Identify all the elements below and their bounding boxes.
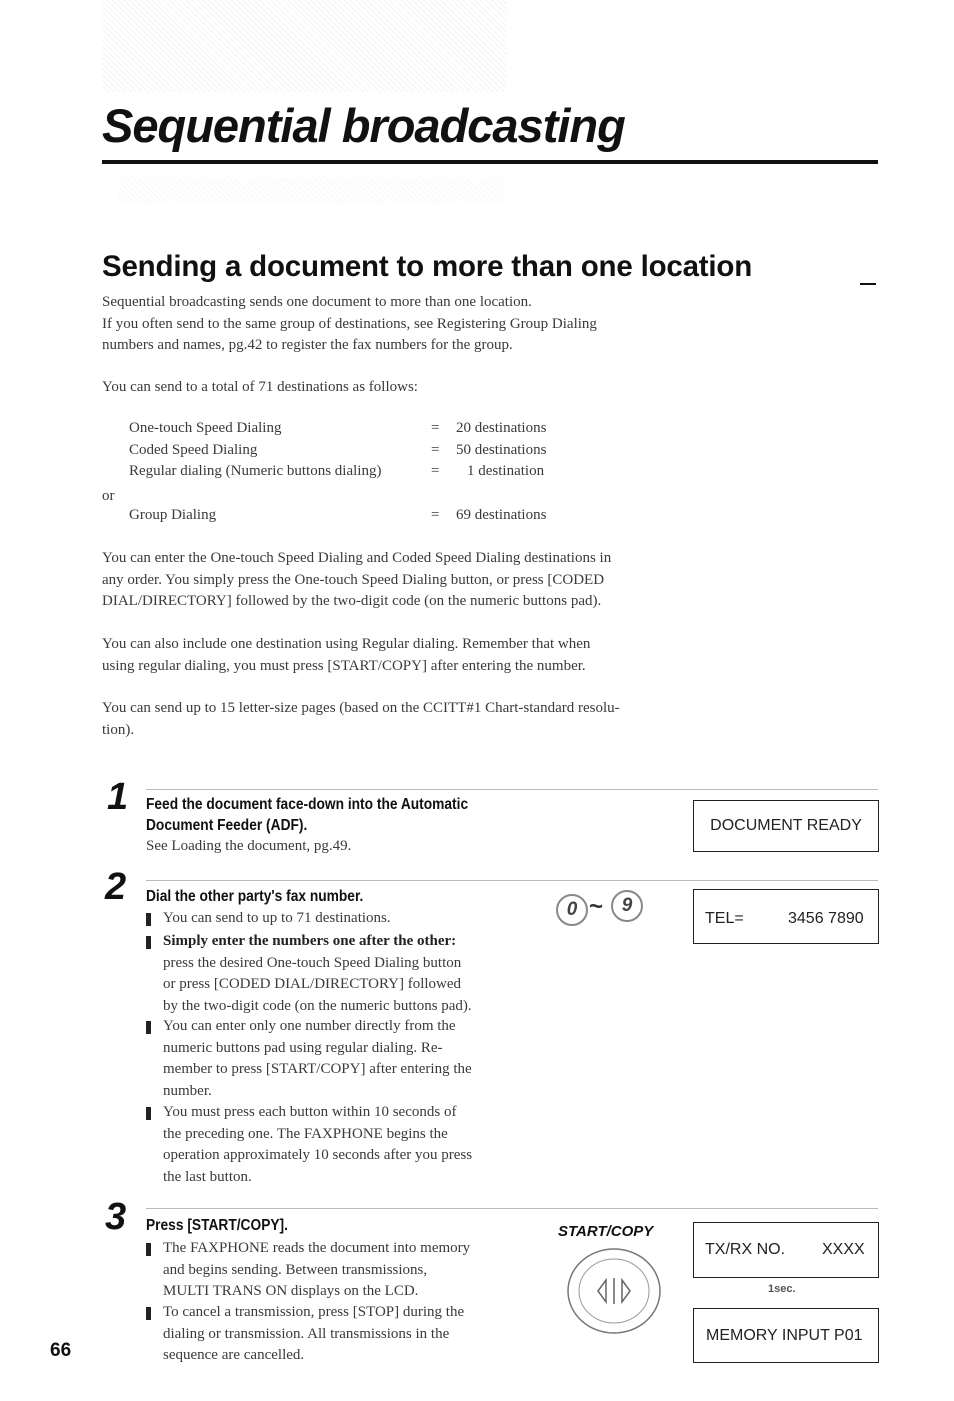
bullet-line: You can enter only one number directly from the <box>163 1018 456 1034</box>
regular-paragraph <box>102 634 590 677</box>
step-bullet <box>146 931 536 1017</box>
destination-count: 50 destinations <box>456 442 547 458</box>
bullet-mark <box>146 1107 151 1120</box>
pages-paragraph <box>102 698 620 741</box>
step-title <box>146 794 468 836</box>
numeric-key-9-icon: 9 <box>611 890 643 922</box>
destination-name: Group Dialing <box>129 507 217 523</box>
total-line: You can send to a total of 71 destinations as follows: <box>102 379 418 395</box>
regular-line: You can also include one destination using Regular dialing. Remember that when <box>102 636 591 652</box>
destination-count: 20 destinations <box>456 420 547 436</box>
step-bullet <box>146 1016 536 1102</box>
bullet-line: operation approximately 10 seconds after you press <box>163 1147 473 1163</box>
destination-name: Coded Speed Dialing <box>129 442 258 458</box>
bullet-mark <box>146 1307 151 1320</box>
intro-line: If you often send to the same group of destinations, see Registering Group Dialing <box>102 315 597 332</box>
bullet-mark <box>146 913 151 926</box>
bullet-mark <box>146 1021 151 1034</box>
or-label: or <box>102 488 115 504</box>
bullet-line: and begins sending. Between transmissions, <box>163 1261 428 1278</box>
lcd-value: XXXX <box>822 1241 865 1258</box>
destination-count: 1 destination <box>467 463 545 479</box>
step-title-line: Document Feeder (ADF). <box>146 817 308 834</box>
intro-line: Sequential broadcasting sends one document to more than one location. <box>102 294 532 310</box>
order-line: any order. You simply press the One-touch Speed Dialing button, or press [CODED <box>102 571 605 588</box>
intro-line: numbers and names, pg.42 to register the fax numbers for the group. <box>102 337 513 353</box>
step-number: 1 <box>107 776 129 818</box>
destination-eq: = <box>431 507 440 523</box>
bullet-line: number. <box>163 1082 212 1099</box>
section-heading: Sending a document to more than one location <box>102 250 753 283</box>
page-title: Sequential broadcasting <box>102 99 625 152</box>
numeric-key-0-icon: 0 <box>556 894 588 926</box>
bullet-line: The FAXPHONE reads the document into memory <box>163 1240 471 1256</box>
destination-name: Regular dialing (Numeric buttons dialing) <box>129 463 382 479</box>
lcd-text: DOCUMENT READY <box>710 817 862 834</box>
order-line: You can enter the One-touch Speed Dialing and Coded Speed Dialing destinations in <box>102 550 612 566</box>
bullet-line: sequence are cancelled. <box>163 1347 305 1363</box>
step-bullet <box>146 1102 536 1188</box>
regular-line: using regular dialing, you must press [START/COPY] after entering the number. <box>102 657 586 674</box>
bullet-line: You must press each button within 10 seconds of <box>163 1104 457 1120</box>
lcd-label: TX/RX NO. <box>705 1241 786 1258</box>
bullet-line: MULTI TRANS ON displays on the LCD. <box>163 1283 419 1299</box>
bullet-line: by the two-digit code (on the numeric buttons pad). <box>163 997 472 1014</box>
bullet-line: You can send to up to 71 destinations. <box>163 910 391 926</box>
step-separator <box>146 1208 878 1209</box>
bullet-line: dialing or transmission. All transmissions in the <box>163 1325 450 1342</box>
bullet-line: numeric buttons pad using regular dialing. Re- <box>163 1039 443 1056</box>
lcd-display <box>693 800 879 852</box>
bullet-line: press the desired One-touch Speed Dialing button <box>163 954 462 971</box>
destination-count: 69 destinations <box>456 507 547 523</box>
step-separator <box>146 789 878 790</box>
step-title: Dial the other party's fax number. <box>146 888 364 905</box>
destination-name: One-touch Speed Dialing <box>129 420 282 436</box>
bullet-line: Simply enter the numbers one after the other: <box>163 933 457 949</box>
step-separator <box>146 880 878 881</box>
step-bullet <box>146 1302 536 1367</box>
step-title-line: Feed the document face-down into the Automatic <box>146 796 469 813</box>
lcd-label: TEL= <box>705 910 744 927</box>
delay-label: 1sec. <box>768 1283 796 1295</box>
destination-eq: = <box>431 442 440 458</box>
bullet-line: To cancel a transmission, press [STOP] during the <box>163 1304 465 1320</box>
intro-paragraph <box>102 292 597 357</box>
bullet-line: the preceding one. The FAXPHONE begins the <box>163 1125 448 1142</box>
bullet-mark <box>146 936 151 949</box>
lcd-value: 3456 7890 <box>788 910 864 927</box>
step-subtext: See Loading the document, pg.49. <box>146 838 352 854</box>
header-halftone-bottom <box>118 178 503 204</box>
pages-line: tion). <box>102 721 135 738</box>
step-title: Press [START/COPY]. <box>146 1217 288 1234</box>
step-number: 3 <box>105 1196 127 1238</box>
heading-dash <box>860 283 876 285</box>
order-line: DIAL/DIRECTORY] followed by the two-digit code (on the numeric buttons pad). <box>102 593 602 609</box>
bullet-line: the last button. <box>163 1168 252 1185</box>
lcd-text: MEMORY INPUT P01 <box>706 1327 863 1344</box>
destination-eq: = <box>431 420 440 436</box>
order-paragraph <box>102 548 611 613</box>
header-halftone-top <box>102 0 507 92</box>
start-copy-button-icon <box>564 1246 664 1336</box>
step-number: 2 <box>105 866 127 908</box>
lcd-display <box>693 1222 879 1278</box>
lcd-display <box>693 1308 879 1363</box>
bullet-mark <box>146 1243 151 1256</box>
bullet-line: member to press [START/COPY] after entering the <box>163 1061 472 1077</box>
lcd-display <box>693 889 879 944</box>
page-number: 66 <box>50 1340 72 1361</box>
destination-eq: = <box>431 463 440 479</box>
pages-line: You can send up to 15 letter-size pages (based on the CCITT#1 Chart-standard resolu- <box>102 700 620 716</box>
step-bullet <box>146 1238 536 1303</box>
start-copy-label: START/COPY <box>558 1223 654 1240</box>
bullet-line: or press [CODED DIAL/DIRECTORY] followed <box>163 976 462 992</box>
range-tilde: ~ <box>589 893 604 920</box>
title-rule <box>102 160 878 164</box>
step-bullet <box>146 908 536 930</box>
